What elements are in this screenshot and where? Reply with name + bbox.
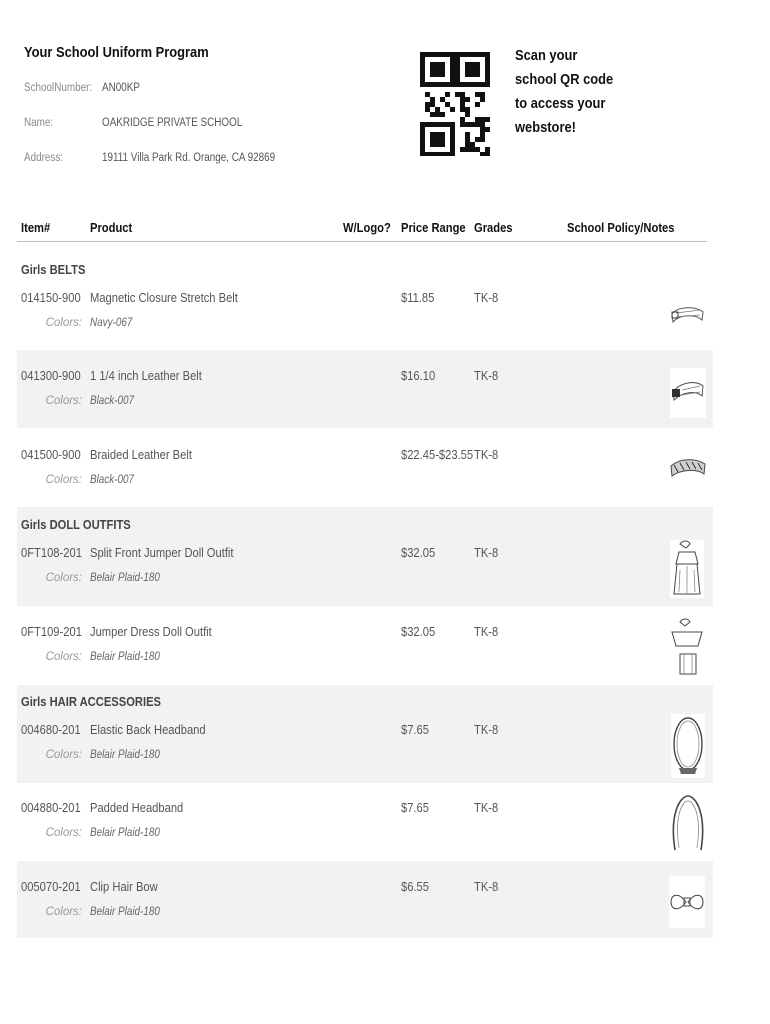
colors-label: Colors: (45, 827, 82, 839)
colors-label: Colors: (45, 572, 82, 584)
hair-bow-icon[interactable] (669, 876, 705, 928)
dress-doll-outfit-icon[interactable] (668, 616, 706, 678)
product-colors: Belair Plaid-180 (90, 749, 160, 761)
product-colors: Belair Plaid-180 (90, 827, 160, 839)
product-colors: Belair Plaid-180 (90, 572, 160, 584)
product-name: Split Front Jumper Doll Outfit (90, 545, 234, 560)
product-grades: TK-8 (474, 290, 499, 305)
colors-label: Colors: (45, 651, 82, 663)
row-band (17, 861, 713, 938)
product-name: Elastic Back Headband (90, 722, 206, 737)
colors-label: Colors: (45, 395, 82, 407)
school-number-label: SchoolNumber: (24, 82, 93, 94)
item-sku: 041500-900 (21, 447, 81, 462)
elastic-headband-icon[interactable] (671, 714, 705, 778)
product-grades: TK-8 (474, 800, 499, 815)
product-grades: TK-8 (474, 722, 499, 737)
jumper-doll-outfit-icon[interactable] (670, 540, 704, 598)
product-name: Clip Hair Bow (90, 879, 158, 894)
item-sku: 014150-900 (21, 290, 81, 305)
braided-belt-icon[interactable] (668, 450, 708, 488)
program-title: Your School Uniform Program (24, 44, 209, 61)
section-title-doll-outfits: Girls DOLL OUTFITS (21, 517, 131, 532)
item-sku: 041300-900 (21, 368, 81, 383)
colors-label: Colors: (45, 749, 82, 761)
padded-headband-icon[interactable] (671, 792, 705, 856)
section-title-belts: Girls BELTS (21, 262, 86, 277)
product-grades: TK-8 (474, 624, 499, 639)
product-colors: Black-007 (90, 395, 134, 407)
school-address-label: Address: (24, 152, 64, 164)
column-header-product: Product (90, 220, 133, 235)
product-price: $6.55 (401, 879, 429, 894)
product-colors: Navy-067 (90, 317, 133, 329)
colors-label: Colors: (45, 906, 82, 918)
product-price: $7.65 (401, 800, 429, 815)
product-price: $22.45-$23.55 (401, 447, 474, 462)
leather-belt-icon[interactable] (670, 368, 706, 418)
item-sku: 0FT108-201 (21, 545, 82, 560)
product-price: $32.05 (401, 624, 436, 639)
product-grades: TK-8 (474, 368, 499, 383)
product-colors: Belair Plaid-180 (90, 906, 160, 918)
product-price: $32.05 (401, 545, 436, 560)
header-divider (17, 241, 707, 242)
product-grades: TK-8 (474, 447, 499, 462)
colors-label: Colors: (45, 474, 82, 486)
product-colors: Belair Plaid-180 (90, 651, 160, 663)
section-title-hair-accessories: Girls HAIR ACCESSORIES (21, 694, 161, 709)
qr-instructions (515, 44, 629, 140)
qr-line-3: to access your (515, 95, 606, 112)
school-address-value: 19111 Villa Park Rd. Orange, CA 92869 (102, 152, 276, 164)
colors-label: Colors: (45, 317, 82, 329)
school-number-value: AN00KP (102, 82, 140, 94)
item-sku: 0FT109-201 (21, 624, 82, 639)
column-header-item: Item# (21, 220, 51, 235)
stretch-belt-icon[interactable] (670, 300, 706, 328)
product-grades: TK-8 (474, 879, 499, 894)
product-price: $16.10 (401, 368, 436, 383)
product-price: $7.65 (401, 722, 429, 737)
qr-line-1: Scan your (515, 47, 578, 64)
item-sku: 004880-201 (21, 800, 81, 815)
item-sku: 005070-201 (21, 879, 81, 894)
school-name-value: OAKRIDGE PRIVATE SCHOOL (102, 117, 243, 129)
product-name: 1 1/4 inch Leather Belt (90, 368, 202, 383)
product-price: $11.85 (401, 290, 435, 305)
item-sku: 004680-201 (21, 722, 81, 737)
product-grades: TK-8 (474, 545, 499, 560)
column-header-notes: School Policy/Notes (567, 220, 675, 235)
product-name: Jumper Dress Doll Outfit (90, 624, 212, 639)
column-header-price: Price Range (401, 220, 466, 235)
school-name-label: Name: (24, 117, 54, 129)
product-name: Braided Leather Belt (90, 447, 192, 462)
qr-line-2: school QR code (515, 71, 614, 88)
product-name: Magnetic Closure Stretch Belt (90, 290, 238, 305)
product-name: Padded Headband (90, 800, 184, 815)
column-header-grades: Grades (474, 220, 513, 235)
qr-code-icon[interactable] (420, 52, 490, 156)
row-band (17, 350, 713, 428)
column-header-logo: W/Logo? (343, 220, 391, 235)
qr-line-4: webstore! (515, 119, 576, 136)
product-colors: Black-007 (90, 474, 134, 486)
